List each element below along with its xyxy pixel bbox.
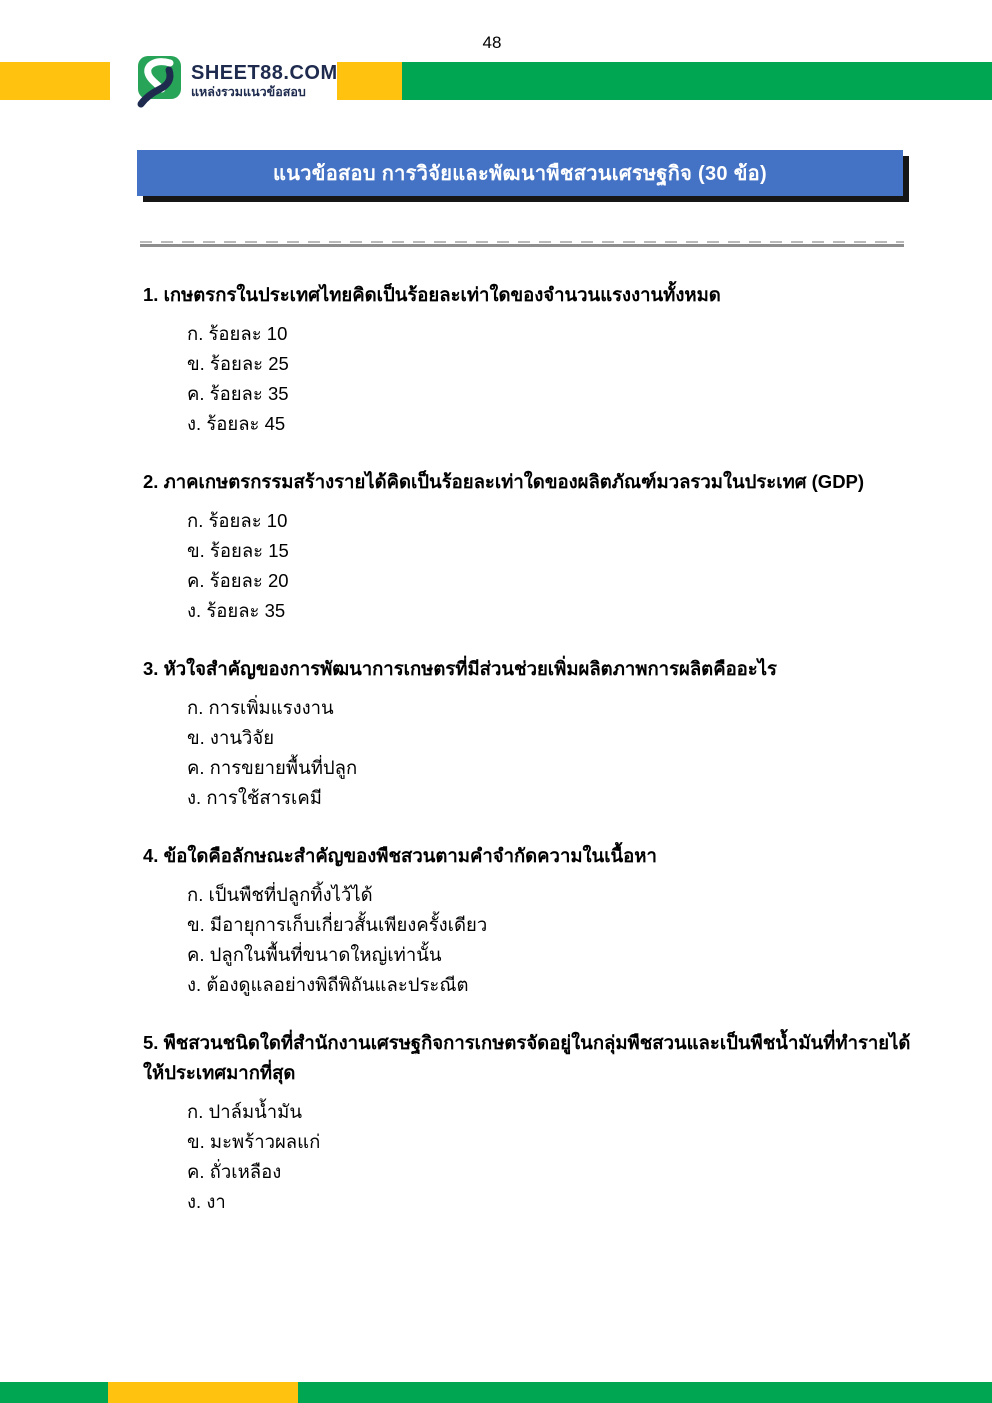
question-5-option-d: ง. งา <box>187 1191 226 1212</box>
question-5-option-b: ข. มะพร้าวผลแก่ <box>187 1131 321 1152</box>
question-5-options <box>143 1097 915 1217</box>
question-1-option-d: ง. ร้อยละ 45 <box>187 413 286 434</box>
separator-line <box>140 241 904 247</box>
question-5 <box>143 1028 915 1217</box>
sheet88-logo-icon <box>134 55 182 107</box>
question-3-option-b: ข. งานวิจัย <box>187 727 275 748</box>
question-1-option-a: ก. ร้อยละ 10 <box>187 323 288 344</box>
question-4-option-b: ข. มีอายุการเก็บเกี่ยวสั้นเพียงครั้งเดียว <box>187 914 488 935</box>
question-2-option-b: ข. ร้อยละ 15 <box>187 540 289 561</box>
question-5-option-a: ก. ปาล์มน้ำมัน <box>187 1101 303 1122</box>
question-1 <box>143 280 915 439</box>
question-3-options <box>143 693 915 813</box>
question-2-option-a: ก. ร้อยละ 10 <box>187 510 288 531</box>
header-bar-yellow-left <box>0 62 110 100</box>
sheet88-logo <box>134 55 338 107</box>
question-2-text: 2. ภาคเกษตรกรรมสร้างรายได้คิดเป็นร้อยละเท่าใดของผลิตภัณฑ์มวลรวมในประเทศ (GDP) <box>143 471 865 492</box>
question-5-option-c: ค. ถั่วเหลือง <box>187 1161 282 1182</box>
title-banner <box>137 150 903 196</box>
question-3 <box>143 654 915 813</box>
question-3-option-c: ค. การขยายพื้นที่ปลูก <box>187 757 358 778</box>
separator-solid-row <box>140 244 904 247</box>
question-4-option-a: ก. เป็นพืชที่ปลูกทิ้งไว้ได้ <box>187 884 373 905</box>
footer-bar-yellow <box>108 1382 298 1403</box>
question-1-text: 1. เกษตรกรในประเทศไทยคิดเป็นร้อยละเท่าใดของจำนวนแรงงานทั้งหมด <box>143 284 721 305</box>
question-1-option-c: ค. ร้อยละ 35 <box>187 383 289 404</box>
question-list <box>143 280 915 1245</box>
header-bar-green <box>402 62 992 100</box>
logo-brand-text: SHEET88.COM <box>191 62 338 85</box>
question-4-text: 4. ข้อใดคือลักษณะสำคัญของพืชสวนตามคำจำกัดความในเนื้อหา <box>143 845 657 866</box>
question-1-option-b: ข. ร้อยละ 25 <box>187 353 289 374</box>
footer-bar-green-right <box>298 1382 992 1403</box>
question-4-option-d: ง. ต้องดูแลอย่างพิถีพิถันและประณีต <box>187 974 469 995</box>
question-2-option-d: ง. ร้อยละ 35 <box>187 600 286 621</box>
question-5-text: 5. พืชสวนชนิดใดที่สำนักงานเศรษฐกิจการเกษตรจัดอยู่ในกลุ่มพืชสวนและเป็นพืชน้ำมันที่ทำรายได้ให้ประเทศมากที่สุด <box>143 1032 911 1083</box>
question-3-text: 3. หัวใจสำคัญของการพัฒนาการเกษตรที่มีส่วนช่วยเพิ่มผลิตภาพการผลิตคืออะไร <box>143 658 777 679</box>
question-2-option-c: ค. ร้อยละ 20 <box>187 570 289 591</box>
logo-tagline-text: แหล่งรวมแนวข้อสอบ <box>191 85 306 100</box>
question-4 <box>143 841 915 1000</box>
exam-title: แนวข้อสอบ การวิจัยและพัฒนาพืชสวนเศรษฐกิจ (30 ข้อ) <box>273 163 767 185</box>
page-number: 48 <box>482 33 502 52</box>
question-1-options <box>143 319 915 439</box>
header-bar-yellow-mid <box>337 62 402 100</box>
question-2 <box>143 467 915 626</box>
footer-bar-green-left <box>0 1382 108 1403</box>
question-4-options <box>143 880 915 1000</box>
question-4-option-c: ค. ปลูกในพื้นที่ขนาดใหญ่เท่านั้น <box>187 944 442 965</box>
separator-dash-row <box>140 241 904 243</box>
question-3-option-a: ก. การเพิ่มแรงงาน <box>187 697 334 718</box>
question-2-options <box>143 506 915 626</box>
question-3-option-d: ง. การใช้สารเคมี <box>187 787 322 808</box>
